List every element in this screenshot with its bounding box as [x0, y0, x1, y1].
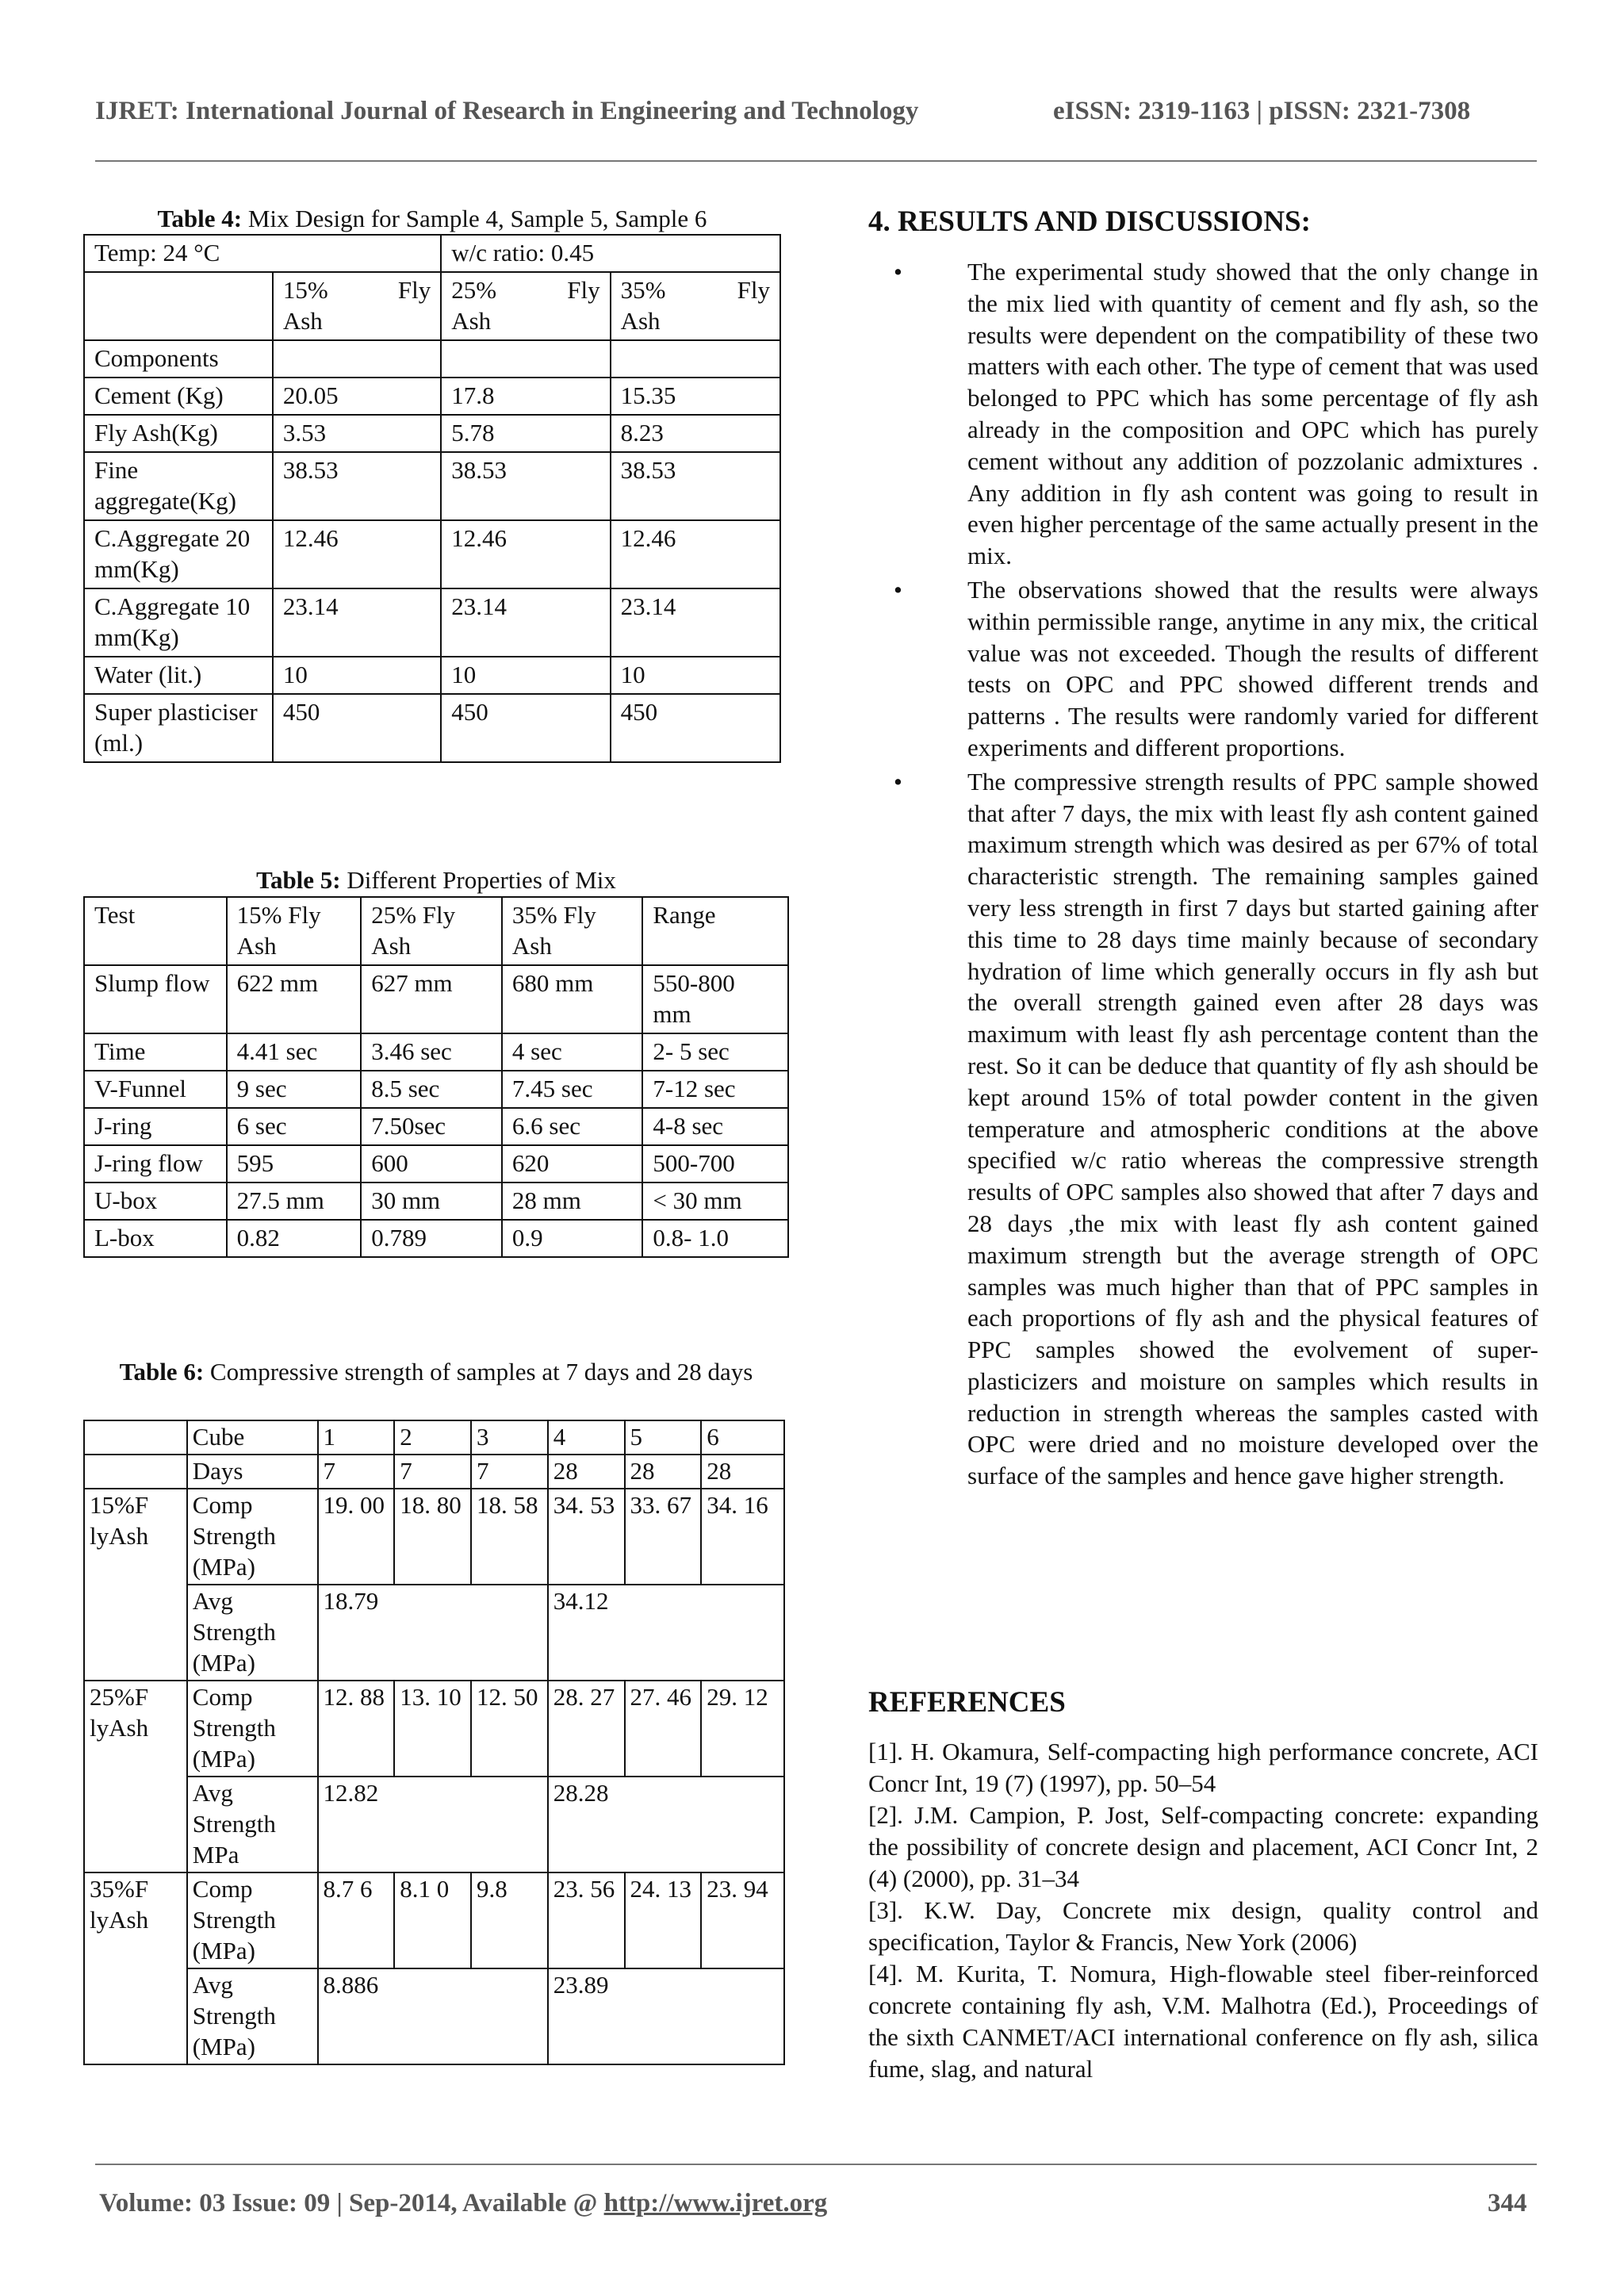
- table-cell: 34.12: [548, 1585, 784, 1681]
- table-cell: Avg Strength (MPa): [187, 1968, 318, 2064]
- table-cell: Comp Strength (MPa): [187, 1681, 318, 1777]
- table-cell: 12.82: [318, 1777, 548, 1872]
- table-cell: 0.8- 1.0: [642, 1220, 788, 1257]
- table-cell: 7: [471, 1455, 548, 1489]
- table-row: [84, 1108, 788, 1145]
- table-row: [84, 1681, 784, 1777]
- journal-title: IJRET: International Journal of Research in Engineering and Technology: [95, 97, 919, 125]
- table-cell: 0.9: [502, 1220, 643, 1257]
- table-cell: 500-700: [642, 1145, 788, 1182]
- table-header-cell: Range: [642, 897, 788, 965]
- bullet-icon: •: [894, 575, 902, 604]
- table-cell: 8.1 0: [394, 1872, 471, 1968]
- table-cell: 595: [227, 1145, 362, 1182]
- table-cell: Avg Strength (MPa): [187, 1585, 318, 1681]
- table-cell: L-box: [84, 1220, 227, 1257]
- table-cell-text: Ash: [620, 307, 661, 335]
- table-cell: 620: [502, 1145, 643, 1182]
- table-cell: [84, 272, 273, 340]
- volume-info: Volume: 03 Issue: 09 | Sep-2014, Available @: [99, 2189, 604, 2217]
- table-cell: Fine aggregate(Kg): [84, 452, 273, 520]
- table-cell: 12. 50: [471, 1681, 548, 1777]
- reference-item: [4]. M. Kurita, T. Nomura, High-flowable steel fiber-reinforced concrete containing fly ash, V.M. Malhotra (Ed.), Proceedings of the sixth CANMET/ACI international conference on fly ash, silica fume, slag, and natural: [868, 1960, 1538, 2083]
- list-item-text: The experimental study showed that the only change in the mix lied with quantity of cement and fly ash, so the results were dependent on the compatibility of these two matters with each other. The type of cement that was used belonged to PPC which has some percentage of fly ash already in the composition and OPC which has purely cement without any addition of pozzolanic admixtures . Any addition in fly ash content was going to result in even higher percentage of the same actually present in the mix.: [967, 258, 1538, 570]
- table-cell: 18.79: [318, 1585, 548, 1681]
- table6-caption: [103, 1358, 769, 1386]
- table-cell: 3.53: [273, 415, 441, 452]
- table-cell: 38.53: [441, 452, 610, 520]
- table-row: [84, 235, 780, 272]
- table-cell: 627 mm: [361, 965, 502, 1033]
- table-cell: 12.46: [611, 520, 780, 588]
- table-cell: 15%F lyAsh: [84, 1489, 187, 1681]
- table-cell: 23.14: [273, 588, 441, 657]
- table-cell: 6.6 sec: [502, 1108, 643, 1145]
- table-cell: 5.78: [441, 415, 610, 452]
- table-cell: V-Funnel: [84, 1071, 227, 1108]
- table-cell: 4: [548, 1420, 625, 1455]
- table-cell: J-ring flow: [84, 1145, 227, 1182]
- table6-title: Compressive strength of samples at 7 days and 28 days: [204, 1358, 753, 1386]
- table-header-cell: [441, 272, 610, 340]
- bullet-icon: •: [894, 767, 902, 795]
- table-cell: 6: [701, 1420, 784, 1455]
- table-row: [84, 897, 788, 965]
- table-cell: 12.46: [441, 520, 610, 588]
- table-row: [84, 694, 780, 762]
- table-cell: Water (lit.): [84, 657, 273, 694]
- table-cell: 4.41 sec: [227, 1033, 362, 1071]
- table-cell: 10: [441, 657, 610, 694]
- table-cell-text: Fly: [567, 276, 600, 304]
- table-cell: 1: [318, 1420, 395, 1455]
- table-row: [84, 965, 788, 1033]
- table-cell: 0.789: [361, 1220, 502, 1257]
- table-cell: 29. 12: [701, 1681, 784, 1777]
- table5: [83, 896, 789, 1258]
- table-cell: w/c ratio: 0.45: [441, 235, 780, 272]
- table-row: [84, 1071, 788, 1108]
- table-cell: 28 mm: [502, 1182, 643, 1220]
- table-cell: 10: [611, 657, 780, 694]
- table-cell-text: Fly: [397, 276, 431, 304]
- results-list: [868, 256, 1538, 1494]
- table-cell: < 30 mm: [642, 1182, 788, 1220]
- table-cell: [84, 1455, 187, 1489]
- table-cell-text: Fly: [737, 276, 770, 304]
- table-cell: Components: [84, 340, 273, 378]
- table-cell: 18. 58: [471, 1489, 548, 1585]
- table-cell: 38.53: [611, 452, 780, 520]
- table-cell: Cube: [187, 1420, 318, 1455]
- table-cell-text: 15%: [282, 276, 328, 304]
- table-cell: Fly Ash(Kg): [84, 415, 273, 452]
- list-item: [868, 574, 1538, 764]
- table-cell-text: Ash: [451, 307, 492, 335]
- table-cell: 23.14: [441, 588, 610, 657]
- table-cell: 8.7 6: [318, 1872, 395, 1968]
- table4-caption: [83, 205, 781, 233]
- table6: [83, 1420, 785, 2065]
- list-item-text: The compressive strength results of PPC sample showed that after 7 days, the mix with least fly ash content gained maximum strength which was desired as per 67% of total characteristic strength. The remaining samples gained very less strength in first 7 days but started gaining after this time to 28 days time mainly because of secondary hydration of lime which generally occurs in fly ash but the overall strength gained even after 28 days was maximum with least fly ash percentage content than the rest. So it can be deduce that quantity of fly ash should be kept around 15% of total powder content in the given temperature and atmospheric conditions at the above specified w/c ratio whereas the compressive strength results of OPC samples also showed that after 7 days and 28 days ,the mix with least fly ash content gained maximum strength but the average strength of OPC samples was much higher than that of PPC samples in each proportions of fly ash and the physical features of PPC samples showed the evolvement of super-plasticizers and moisture on samples which results in reduction in strength whereas the samples casted with OPC were dried and no moisture developed over the surface of the samples and hence gave higher strength.: [967, 767, 1538, 1490]
- table-row: [84, 340, 780, 378]
- table-cell-text: 25%: [451, 276, 497, 304]
- table-cell: 28: [548, 1455, 625, 1489]
- table-cell: 450: [611, 694, 780, 762]
- table-cell: 9 sec: [227, 1071, 362, 1108]
- table-cell: [273, 340, 441, 378]
- table-cell: 23.14: [611, 588, 780, 657]
- table-row: [84, 588, 780, 657]
- table-cell: 17.8: [441, 378, 610, 415]
- table-cell: 2- 5 sec: [642, 1033, 788, 1071]
- table-row: [84, 1872, 784, 1968]
- running-footer: [99, 2189, 827, 2218]
- table-cell: 7: [394, 1455, 471, 1489]
- table-cell: 7.45 sec: [502, 1071, 643, 1108]
- table-cell: 622 mm: [227, 965, 362, 1033]
- table-cell: 8.5 sec: [361, 1071, 502, 1108]
- table-cell: 34. 53: [548, 1489, 625, 1585]
- list-item: [868, 766, 1538, 1492]
- table-header-cell: 35% Fly Ash: [502, 897, 643, 965]
- table-row: [84, 1220, 788, 1257]
- table-row: [84, 452, 780, 520]
- table-cell: 5: [625, 1420, 702, 1455]
- table-row: [84, 1968, 784, 2064]
- table4: [83, 234, 781, 763]
- page-number: 344: [1488, 2189, 1527, 2217]
- table-cell: 8.886: [318, 1968, 548, 2064]
- table-row: [84, 415, 780, 452]
- table-cell: [611, 340, 780, 378]
- table-header-cell: 25% Fly Ash: [361, 897, 502, 965]
- table-row: [84, 1033, 788, 1071]
- table-cell: Cement (Kg): [84, 378, 273, 415]
- table-header-cell: [273, 272, 441, 340]
- table-cell: 18. 80: [394, 1489, 471, 1585]
- table-row: [84, 1145, 788, 1182]
- table-cell: [441, 340, 610, 378]
- table-row: [84, 1777, 784, 1872]
- table-cell: 600: [361, 1145, 502, 1182]
- table-cell: 450: [273, 694, 441, 762]
- running-header: [95, 97, 1530, 126]
- table-cell: Comp Strength (MPa): [187, 1872, 318, 1968]
- reference-item: [2]. J.M. Campion, P. Jost, Self-compacting concrete: expanding the possibility of concrete design and placement, ACI Concr Int, 2 (4) (2000), pp. 31–34: [868, 1801, 1538, 1892]
- table-cell: C.Aggregate 20 mm(Kg): [84, 520, 273, 588]
- table-cell: 0.82: [227, 1220, 362, 1257]
- header-divider: [95, 160, 1537, 162]
- results-heading: 4. RESULTS AND DISCUSSIONS:: [868, 205, 1311, 238]
- table-row: [84, 1489, 784, 1585]
- table-cell: Avg Strength MPa: [187, 1777, 318, 1872]
- references-heading: REFERENCES: [868, 1686, 1066, 1719]
- table-cell: 13. 10: [394, 1681, 471, 1777]
- table-cell: 3.46 sec: [361, 1033, 502, 1071]
- table-cell: 28: [701, 1455, 784, 1489]
- table-header-cell: [611, 272, 780, 340]
- table-cell: Days: [187, 1455, 318, 1489]
- table-header-cell: 15% Fly Ash: [227, 897, 362, 965]
- table5-label: Table 5:: [256, 866, 341, 894]
- table-row: [84, 1182, 788, 1220]
- table-cell: 33. 67: [625, 1489, 702, 1585]
- table-cell: 34. 16: [701, 1489, 784, 1585]
- table-cell: Slump flow: [84, 965, 227, 1033]
- bullet-icon: •: [894, 258, 902, 286]
- table-cell: 23. 56: [548, 1872, 625, 1968]
- table-cell: 7.50sec: [361, 1108, 502, 1145]
- table-cell: 23. 94: [701, 1872, 784, 1968]
- table-cell: 10: [273, 657, 441, 694]
- table-cell: 24. 13: [625, 1872, 702, 1968]
- table-cell: Temp: 24 °C: [84, 235, 441, 272]
- table-cell: Time: [84, 1033, 227, 1071]
- table5-title: Different Properties of Mix: [340, 866, 616, 894]
- table-header-cell: Test: [84, 897, 227, 965]
- table-row: [84, 272, 780, 340]
- table-cell: 12. 88: [318, 1681, 395, 1777]
- reference-item: [3]. K.W. Day, Concrete mix design, quality control and specification, Taylor & Francis, New York (2006): [868, 1896, 1538, 1956]
- table-cell: 2: [394, 1420, 471, 1455]
- table-cell: Super plasticiser (ml.): [84, 694, 273, 762]
- table-cell: 4-8 sec: [642, 1108, 788, 1145]
- table4-label: Table 4:: [157, 205, 243, 232]
- table6-label: Table 6:: [119, 1358, 205, 1386]
- table-cell: [84, 1420, 187, 1455]
- table-cell: 30 mm: [361, 1182, 502, 1220]
- table-cell: 4 sec: [502, 1033, 643, 1071]
- table-cell: 23.89: [548, 1968, 784, 2064]
- table-cell: 28. 27: [548, 1681, 625, 1777]
- table-cell: 28: [625, 1455, 702, 1489]
- table-cell-text: 35%: [620, 276, 666, 304]
- table-row: [84, 1585, 784, 1681]
- table-cell: C.Aggregate 10 mm(Kg): [84, 588, 273, 657]
- table-cell: 680 mm: [502, 965, 643, 1033]
- journal-link[interactable]: http://www.ijret.org: [603, 2189, 828, 2217]
- table-cell: 15.35: [611, 378, 780, 415]
- table-row: [84, 657, 780, 694]
- table5-caption: [83, 866, 789, 895]
- table-cell: 7-12 sec: [642, 1071, 788, 1108]
- table-row: [84, 520, 780, 588]
- list-item: [868, 256, 1538, 572]
- table-cell: 8.23: [611, 415, 780, 452]
- table-cell: 12.46: [273, 520, 441, 588]
- table-row: [84, 378, 780, 415]
- table-cell: 28.28: [548, 1777, 784, 1872]
- table-cell: U-box: [84, 1182, 227, 1220]
- issn-info: eISSN: 2319-1163 | pISSN: 2321-7308: [1053, 97, 1471, 125]
- table-cell: 27.5 mm: [227, 1182, 362, 1220]
- table-cell: 3: [471, 1420, 548, 1455]
- footer-divider: [95, 2164, 1537, 2165]
- table-cell: 25%F lyAsh: [84, 1681, 187, 1872]
- table-cell: 19. 00: [318, 1489, 395, 1585]
- references-list: [868, 1736, 1538, 2085]
- table-cell: 35%F lyAsh: [84, 1872, 187, 2064]
- table-cell: 6 sec: [227, 1108, 362, 1145]
- table-row: [84, 1455, 784, 1489]
- table-cell: 38.53: [273, 452, 441, 520]
- reference-item: [1]. H. Okamura, Self-compacting high performance concrete, ACI Concr Int, 19 (7) (1997), pp. 50–54: [868, 1738, 1538, 1797]
- table4-title: Mix Design for Sample 4, Sample 5, Sample 6: [242, 205, 707, 232]
- list-item-text: The observations showed that the results were always within permissible range, anytime in any mix, the critical value was not exceeded. Though the results of different tests on OPC and PPC showed different trends and patterns . The results were randomly varied for different experiments and different proportions.: [967, 575, 1538, 761]
- table-cell: 9.8: [471, 1872, 548, 1968]
- table-cell: 450: [441, 694, 610, 762]
- table-cell: 27. 46: [625, 1681, 702, 1777]
- table-cell-text: Ash: [282, 307, 323, 335]
- table-row: [84, 1420, 784, 1455]
- table-cell: J-ring: [84, 1108, 227, 1145]
- table-cell: 7: [318, 1455, 395, 1489]
- table-cell: 550-800 mm: [642, 965, 788, 1033]
- table-cell: 20.05: [273, 378, 441, 415]
- table-cell: Comp Strength (MPa): [187, 1489, 318, 1585]
